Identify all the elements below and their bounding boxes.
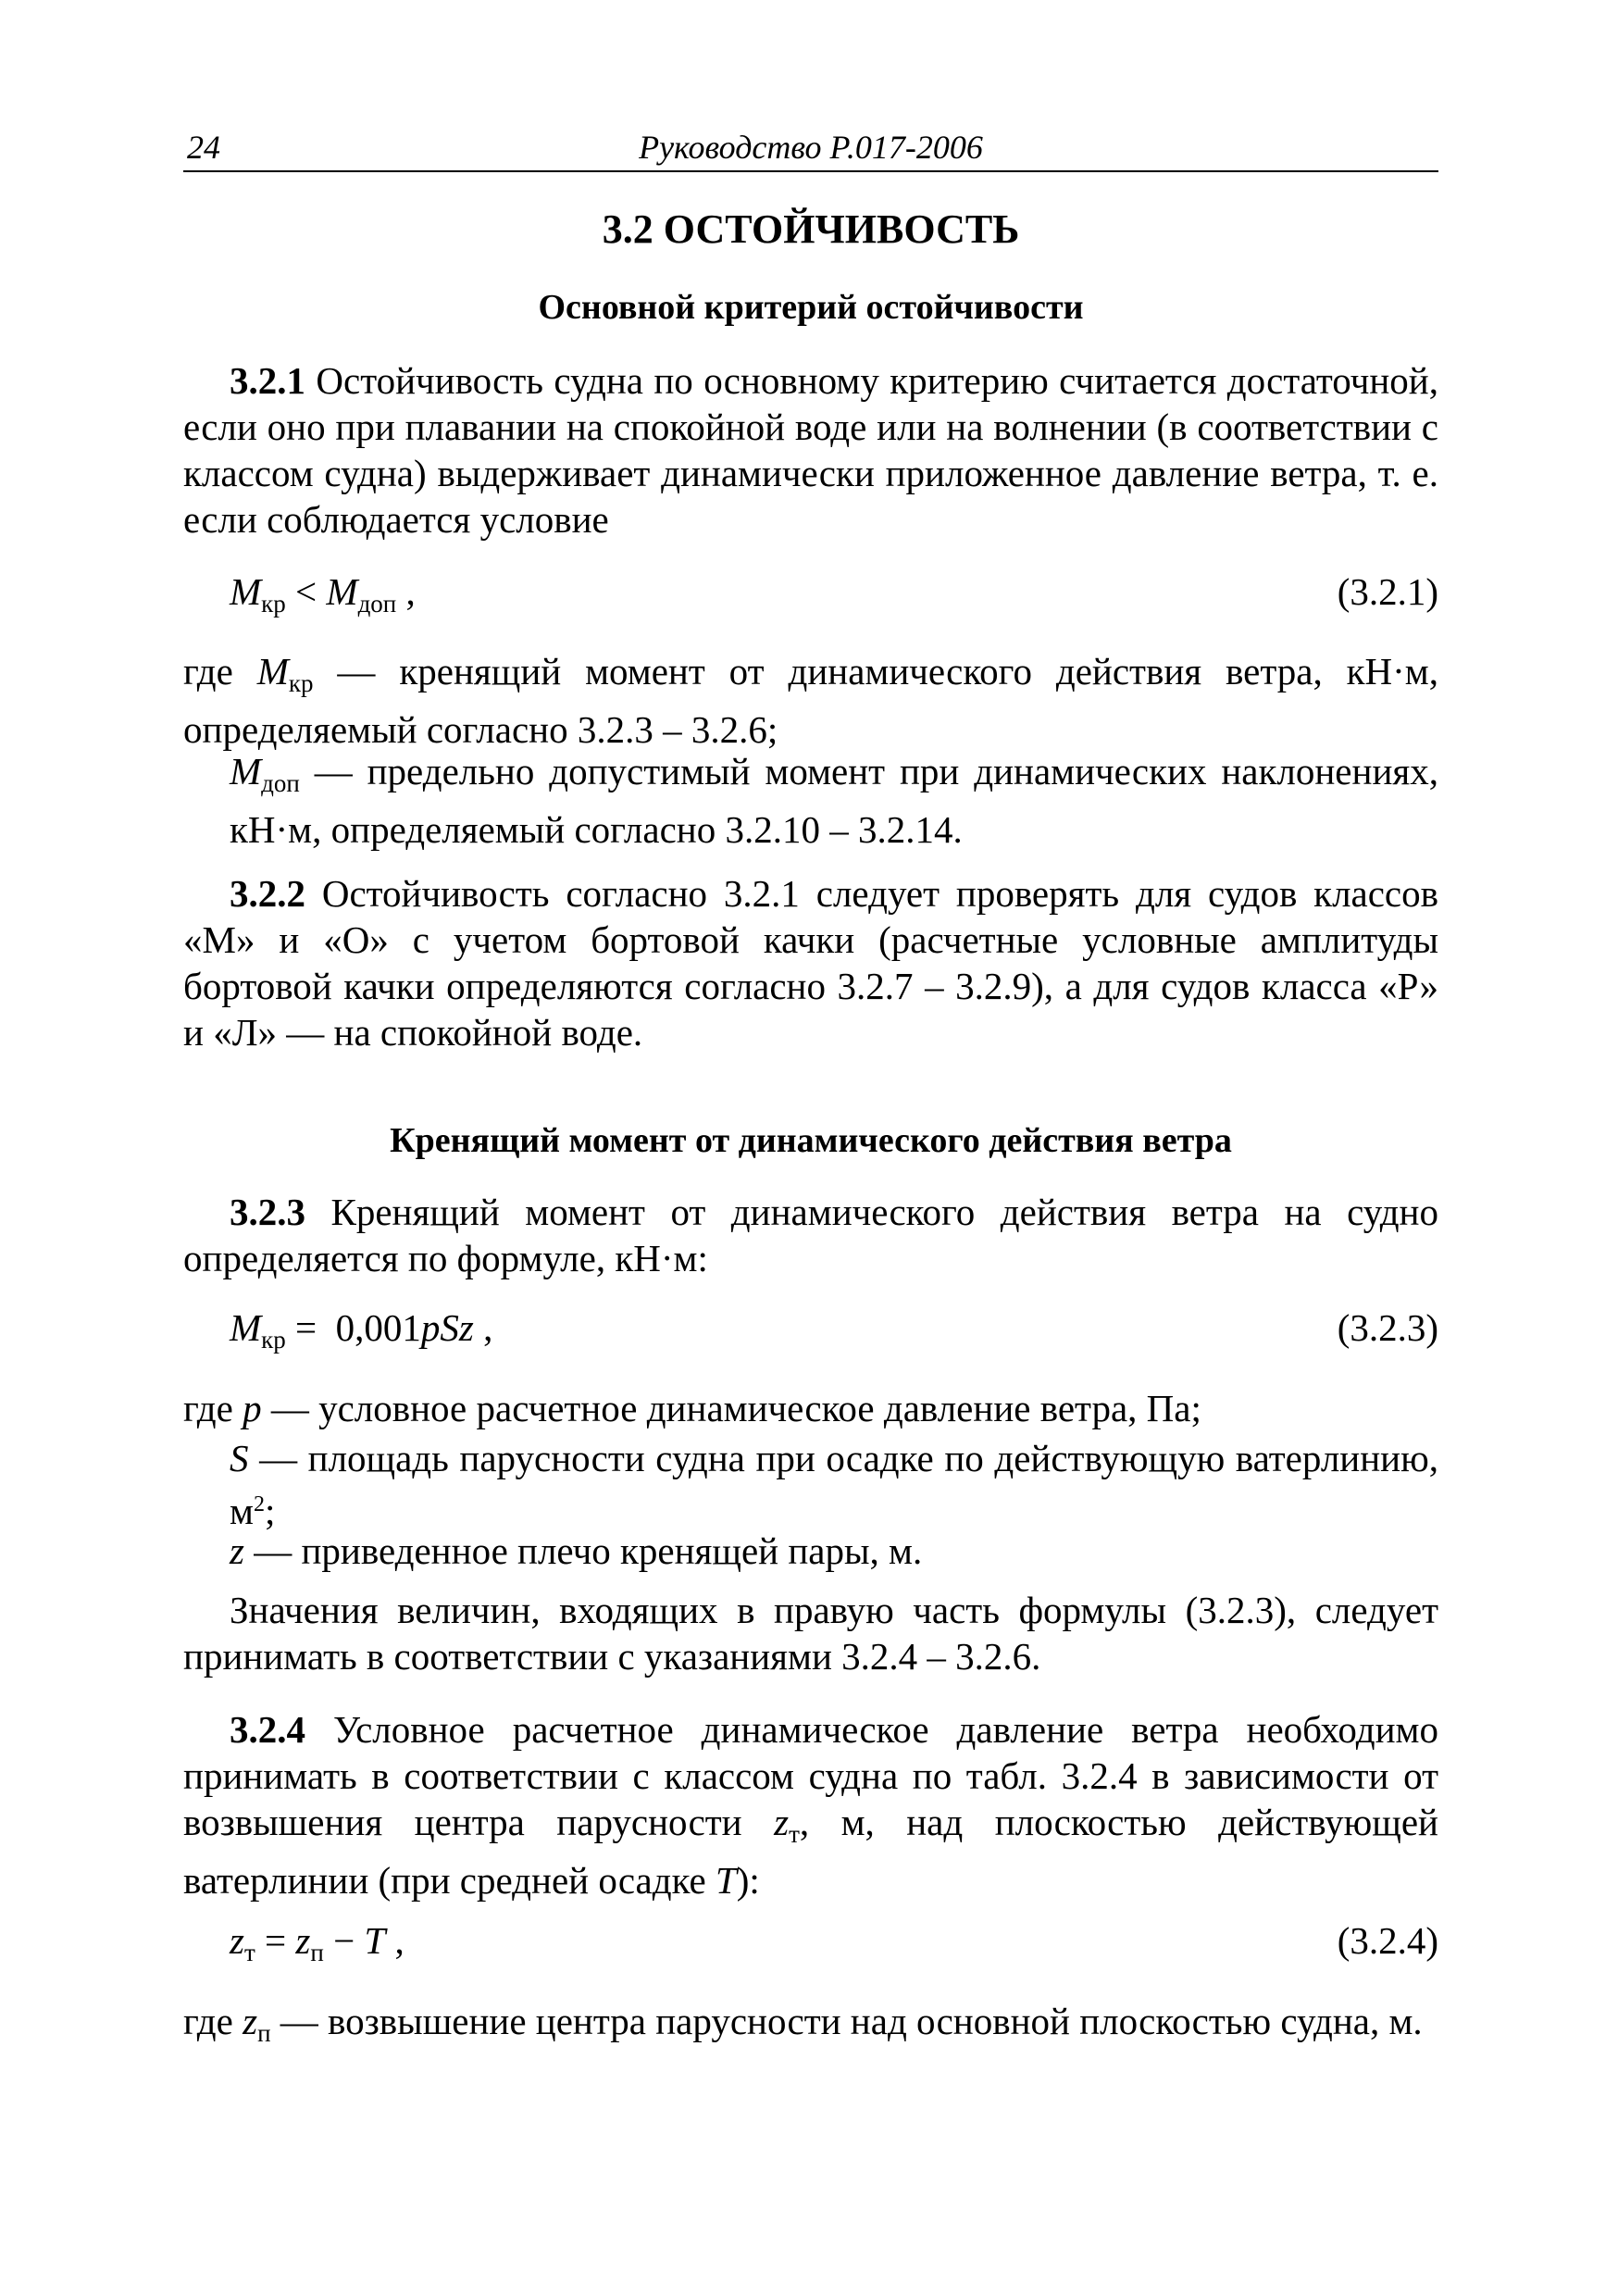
definition-subscript: п (257, 2019, 271, 2047)
paragraph-text: ): (736, 1859, 760, 1902)
inline-symbol: T (715, 1859, 737, 1902)
definition-subscript: доп (261, 769, 300, 797)
formula-subscript: доп (357, 590, 397, 618)
formula-symbol: M (230, 570, 262, 613)
subsection-title-heeling-moment: Кренящий момент от динамического действия ветра (390, 1121, 1232, 1160)
clause-number: 3.2.1 (230, 359, 305, 402)
note-3-2-3: Значения величин, входящих в правую часть формулы (3.2.3), следует принимать в соответствии с указаниями 3.2.4 – 3.2.6. (183, 1589, 1438, 1678)
definition-text: — приведенное плечо кренящей пары, м. (243, 1529, 923, 1572)
formula-subscript: кр (261, 590, 286, 618)
formula-coefficient: = 0,001 (285, 1306, 421, 1349)
formula-operator: < (285, 570, 327, 613)
definition-text: — возвышение центра парусности над основной плоскостью судна, м. (270, 2000, 1423, 2042)
subsection-title-main-criterion: Основной критерий остойчивости (538, 288, 1084, 327)
formula-punctuation: , (473, 1306, 493, 1349)
formula-subscript: п (310, 1939, 324, 1966)
formula-operator: − (323, 1919, 365, 1962)
definition-superscript: 2 (253, 1492, 265, 1516)
equation-number-3-2-3: (3.2.3) (1337, 1306, 1438, 1349)
definition-symbol: M (256, 650, 289, 693)
section-title: 3.2 ОСТОЙЧИВОСТЬ (602, 206, 1020, 252)
inline-symbol: z (774, 1801, 790, 1843)
formula-symbol: M (230, 1306, 262, 1349)
formula-symbol: M (326, 570, 358, 613)
formula-variables: pSz (420, 1306, 474, 1349)
formula-punctuation: , (396, 570, 416, 613)
definition-text: — кренящий момент от динамического действия ветра, кН·м, определяемый согласно 3.2.3 – 3.2.6; (183, 650, 1438, 751)
definition-symbol: z (230, 1529, 244, 1572)
paragraph-text: Остойчивость судна по основному критерию считается достаточной, если оно при плавании на спокойной воде или на волнении (в соответствии с классом судна) выдерживает динамически приложенное давление ветра, т. е. если соблюдается условие (183, 359, 1438, 541)
definition-m-kr (183, 648, 1438, 753)
definition-z-p (183, 1998, 1438, 2056)
formula-3-2-3 (230, 1305, 492, 1354)
formula-symbol: z (230, 1919, 244, 1962)
equation-number-3-2-4: (3.2.4) (1337, 1919, 1438, 1962)
paragraph-3-2-4 (183, 1706, 1438, 1903)
definition-lead: где (183, 650, 257, 693)
definition-symbol: M (230, 750, 262, 792)
page-header (183, 128, 1438, 172)
definition-s (183, 1435, 1438, 1534)
definition-z (183, 1528, 1438, 1574)
clause-number: 3.2.2 (230, 872, 305, 915)
paragraph-text: Кренящий момент от динамического действия ветра на судно определяется по формуле, кН·м: (183, 1191, 1438, 1279)
formula-punctuation: , (385, 1919, 404, 1962)
definition-text: — предельно допустимый момент при динамических наклонениях, кН·м, определяемый согласно 3.2.10 – 3.2.14. (230, 750, 1438, 851)
formula-subscript: т (243, 1939, 255, 1966)
definition-p (183, 1385, 1438, 1431)
formula-symbol: z (295, 1919, 311, 1962)
paragraph-text: Условное расчетное динамическое давление ветра необходимо принимать в соответствии с классом судна по табл. 3.2.4 в зависимости от возвышения центра парусности (183, 1708, 1438, 1843)
paragraph-text: , м, над плоскостью действующей ватерлинии (при средней осадке (183, 1801, 1439, 1902)
document-page (183, 0, 1438, 2296)
definition-symbol: S (230, 1437, 249, 1479)
formula-3-2-4 (230, 1918, 404, 1967)
running-title: Руководство Р.017-2006 (639, 129, 983, 166)
definition-text: — площадь парусности судна при осадке по действующую ватерлинию, м (230, 1437, 1438, 1532)
definition-subscript: кр (288, 669, 314, 697)
definition-text: — условное расчетное динамическое давление ветра, Па; (261, 1387, 1201, 1429)
definition-symbol: p (243, 1387, 262, 1429)
paragraph-3-2-3 (183, 1189, 1438, 1281)
paragraph-3-2-1 (183, 357, 1438, 543)
equation-number-3-2-1: (3.2.1) (1337, 570, 1438, 613)
paragraph-3-2-2 (183, 870, 1438, 1055)
definition-lead: где (183, 1387, 243, 1429)
formula-symbol: T (364, 1919, 386, 1962)
definition-symbol: z (243, 2000, 258, 2042)
page-number: 24 (187, 129, 220, 166)
definition-m-dop (183, 748, 1438, 853)
paragraph-text: Остойчивость согласно 3.2.1 следует проверять для судов классов «М» и «О» с учетом бортовой качки (расчетные условные амплитуды бортовой качки определяются согласно 3.2.7 – 3.2.9), а для судов класса «Р» и «Л» — на спокойной воде. (183, 872, 1438, 1054)
formula-3-2-1 (230, 569, 416, 618)
clause-number: 3.2.4 (230, 1708, 305, 1751)
formula-subscript: кр (261, 1326, 286, 1354)
clause-number: 3.2.3 (230, 1191, 305, 1233)
inline-subscript: т (789, 1820, 800, 1848)
definition-lead: где (183, 2000, 243, 2042)
definition-punctuation: ; (264, 1490, 276, 1532)
formula-operator: = (255, 1919, 296, 1962)
